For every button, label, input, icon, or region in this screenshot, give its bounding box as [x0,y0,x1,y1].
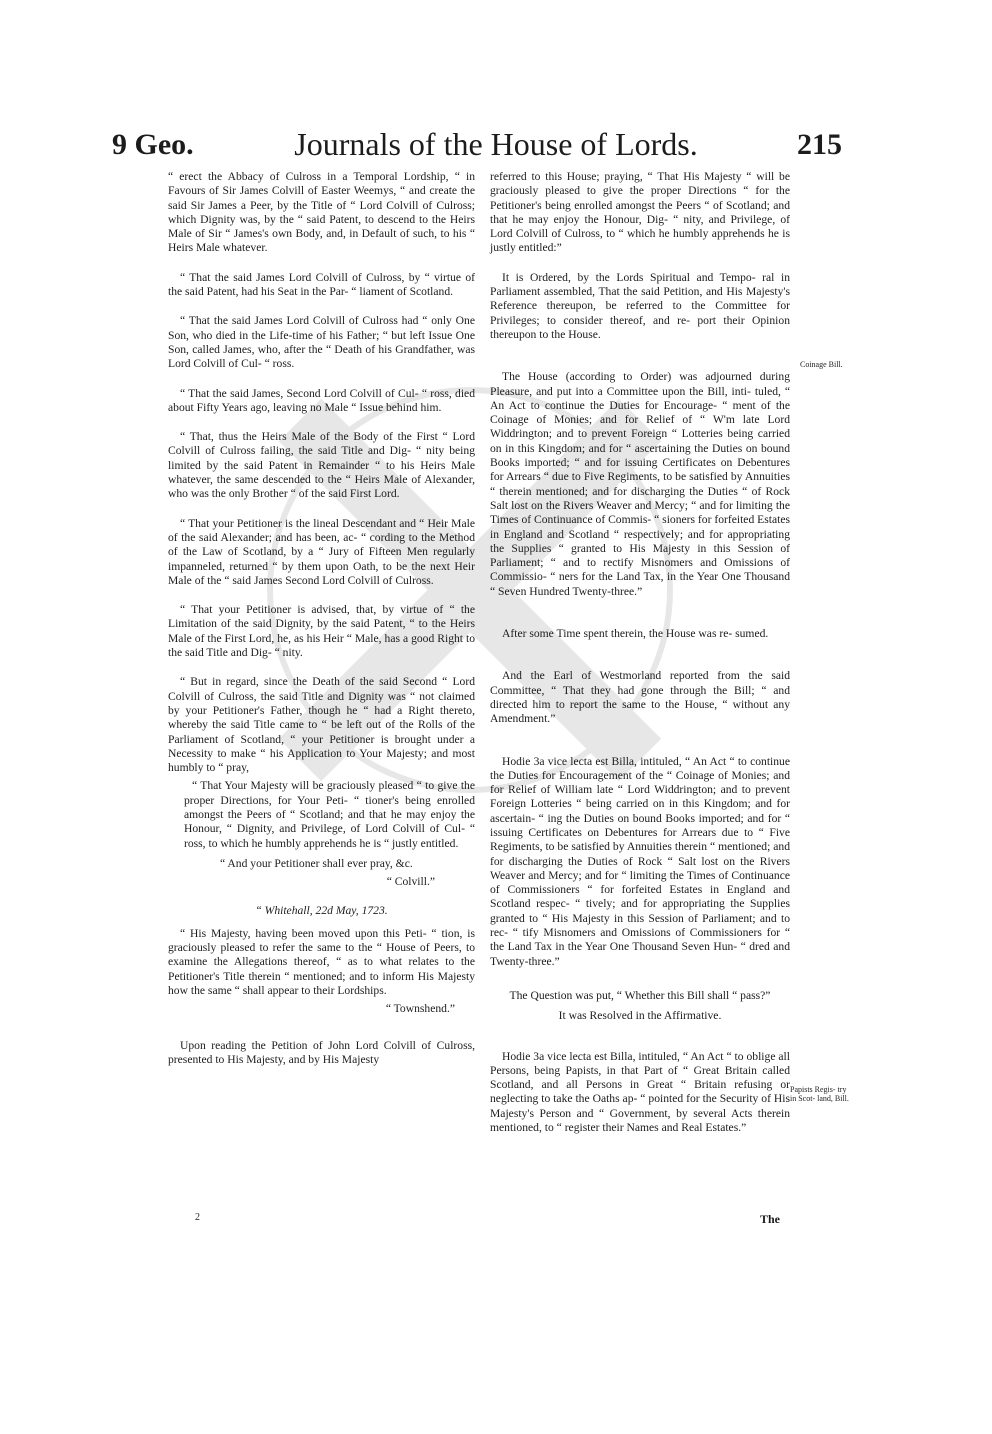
paragraph: After some Time spent therein, the House was re- sumed. [502,627,769,641]
ever-pray-line: “ And your Petitioner shall ever pray, &c. [220,856,413,870]
prayer-paragraph: “ That Your Majesty will be graciously pleased “ to give the proper Directions, for Your Peti- “ tioner's being enrolled amongst the Peers of “ Scotland; and that he may enjoy the Honour, “ Dignity, and Privilege, of Lord Colvill of Cul- “ ross, to which he humbly apprehends he is “ justly entitled. [184,779,475,850]
signature-mark: 2 [195,1212,200,1223]
catchword: The [760,1212,781,1226]
paragraph: And the Earl of Westmorland reported from the said Committee, “ That they had gone through the Bill; “ and directed him to report the same to the House, “ without any Amendment.” [490,669,790,726]
paragraph: “ That your Petitioner is advised, that, by virtue of “ the Limitation of the said Dignity, by the said Patent, “ to the Heirs Male of the First Lord, he, as his Heir “ Male, has a good Right to the said Title and Dig- “ nity. [168,603,475,660]
right-column [490,170,790,1150]
margin-note-coinage: Coinage Bill. [800,360,843,369]
paragraph: “ That, thus the Heirs Male of the Body of the First “ Lord Colvill of Culross failing, the said Title and Dig- “ nity being limited by the said Patent in Remainder “ to his Heirs Male whatever, the same descended to the “ Heirs Male of Alexander, who was the only Brother “ of the said First Lord. [168,430,475,501]
paragraph: “ That the said James Lord Colvill of Culross, by “ virtue of the said Patent, had his Seat in the Par- “ liament of Scotland. [168,270,475,299]
paragraph: “ That the said James, Second Lord Colvill of Cul- “ ross, died about Fifty Years ago, leaving no Male “ Issue behind him. [168,386,475,414]
left-column [168,170,475,1082]
page-number: 215 [797,128,842,161]
page-header-regnal-year: 9 Geo. [112,128,194,161]
signature-townshend: “ Townshend.” [385,1002,455,1016]
paragraph: “ That your Petitioner is the lineal Descendant and “ Heir Male of the said Alexander; and has been, ac- “ cording to the Method of the Law of Scotland, by a “ Jury of Fifteen Men regularly impanneled, returned “ by them upon Oath, to be the next Heir Male of the “ said James Second Lord Colvill of Culross. [168,516,475,587]
page-header-title: Journals of the House of Lords. [294,126,698,162]
paragraph: “ erect the Abbacy of Culross in a Temporal Lordship, “ in Favours of Sir James Colvill of Easter Weemys, “ and create the said Sir James a Peer, by the Title of “ Lord Colvill of Culross; which Dignity was, by the “ said Patent, to descend to the Heirs Male of Sir “ James's own Body, and, in Default of such, to his “ Heirs Male whatever. [168,170,475,255]
whitehall-dateline: “ Whitehall, 22d May, 1723. [255,904,388,918]
paragraph: The Question was put, “ Whether this Bill shall “ pass?” [509,988,771,1002]
paragraph: Upon reading the Petition of John Lord Colvill of Culross, presented to His Majesty, and by His Majesty [168,1038,475,1066]
margin-note-papists: Papists Regis- try in Scot- land, Bill. [790,1085,849,1103]
paragraph: It is Ordered, by the Lords Spiritual and Tempo- ral in Parliament assembled, That the said Petition, and His Majesty's Reference thereupon, be referred to the Committee for Privileges; to consider thereof, and re- port their Opinion thereupon to the House. [490,270,790,341]
paragraph: “ That the said James Lord Colvill of Culross had “ only One Son, who died in the Life-time of his Father; “ but left Issue One Son, called James, who, after the “ Death of his Grandfather, was Lord Colvill of Cul- “ ross. [168,314,475,371]
paragraph: The House (according to Order) was adjourned during Pleasure, and put into a Committee upon the Bill, inti- tuled, “ An Act to continue the Duties for Encourage- “ ment of the Coinage of Monies; and for Relief of “ W'm late Lord Widdrington; and to prevent Foreign “ Lotteries being carried on in this Kingdom; and for “ ascertaining the Duties on bound Books imported; “ and for issuing Certificates on Debentures for Arrears “ due to Five Regiments, to be satisfied by Annuities “ therein mentioned; and for discharging the Duties “ of Rock Salt lost on the Rivers Weaver and Mercy; “ and for limiting the Times of Continuance of Commis- “ sioners for forfeited Estates in England and Scotland “ respectively; and for appropriating the Supplies “ granted to His Majesty in this Session of Parliament; “ and to rectify Misnomers and Omissions of Commissio- “ ners for the Land Tax, in the Year One Thousand “ Seven Hundred Twenty-three.” [490,370,790,598]
paragraph: referred to this House; praying, “ That His Majesty “ will be graciously pleased to give the proper Directions “ for the Petitioner's being enrolled amongst the Peers “ of Scotland; and that he may enjoy the Honour, Dig- “ nity, and Privilege, of Lord Colvill of Culross, to “ which he humbly apprehends he is justly entitled:” [490,170,790,255]
paragraph: “ His Majesty, having been moved upon this Peti- “ tion, is graciously pleased to refer the same to the “ House of Peers, to examine the Allegations thereof, “ as to what relates to the Petitioner's Title therein “ mentioned; and to inform His Majesty how the same “ shall appear to their Lordships. [168,926,475,997]
paragraph: It was Resolved in the Affirmative. [558,1009,722,1023]
paragraph: Hodie 3a vice lecta est Billa, intituled, “ An Act “ to continue the Duties for Encouragement of the “ Coinage of Monies; and for Relief of William late “ Lord Widdrington; and to prevent Foreign Lotteries “ being carried on in this Kingdom; and for ascertain- “ ing the Duties on bound Books imported; and for “ issuing Certificates on Debentures for Arrears due to “ Five Regiments, to be satisfied by Annuities therein “ mentioned; and for discharging the Duties of Rock “ Salt lost on the Rivers Weaver and Mercy; and for “ limiting the Times of Continuance of Commissioners “ for forfeited Estates in England and Scotland respec- “ tively; and for appropriating the Supplies granted to “ His Majesty in this Session of Parliament; and to rec- “ tify Misnomers and Omissions of Commissioners for “ the Land Tax in the Year One Thousand Seven Hun- “ dred and Twenty-three.” [490,754,790,968]
paragraph: Hodie 3a vice lecta est Billa, intituled, “ An Act “ to oblige all Persons, being Papists, in that Part of “ Great Britain called Scotland, and all Persons in Great “ Britain refusing or neglecting to take the Oaths ap- “ pointed for the Security of His Majesty's Person and “ Government, by several Acts therein mentioned, to “ register their Names and Real Estates.” [490,1049,790,1135]
paragraph: “ But in regard, since the Death of the said Second “ Lord Colvill of Culross, the said Title and Dignity was “ not claimed by your Petitioner's Father, though he “ had a Right thereto, whereby the said Title came to “ be left out of the Rolls of the Parliament of Scotland, “ your Petitioner is brought under a Necessity to make “ his Application to Your Majesty; and most humbly to “ pray, [168,675,475,775]
signature-colvill: “ Colvill.” [386,875,435,889]
